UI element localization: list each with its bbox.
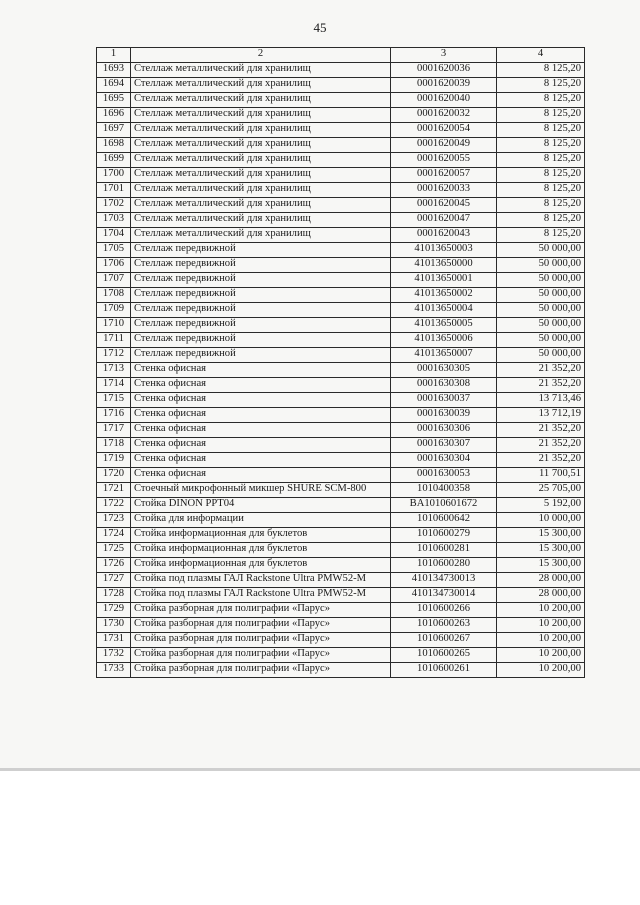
table-row bbox=[97, 453, 585, 468]
item-value: 25 705,00 bbox=[497, 483, 585, 498]
row-number: 1718 bbox=[97, 438, 131, 453]
table-row bbox=[97, 273, 585, 288]
column-header: 2 bbox=[131, 48, 391, 63]
column-header: 1 bbox=[97, 48, 131, 63]
item-name: Стеллаж металлический для хранилищ bbox=[131, 198, 391, 213]
item-name: Стеллаж металлический для хранилищ bbox=[131, 138, 391, 153]
row-number: 1694 bbox=[97, 78, 131, 93]
item-value: 15 300,00 bbox=[497, 543, 585, 558]
item-name: Стойка разборная для полиграфии «Парус» bbox=[131, 663, 391, 678]
inventory-number: 1010600267 bbox=[391, 633, 497, 648]
row-number: 1714 bbox=[97, 378, 131, 393]
row-number: 1695 bbox=[97, 93, 131, 108]
row-number: 1717 bbox=[97, 423, 131, 438]
item-value: 8 125,20 bbox=[497, 153, 585, 168]
row-number: 1723 bbox=[97, 513, 131, 528]
table-body bbox=[97, 63, 585, 678]
item-value: 50 000,00 bbox=[497, 318, 585, 333]
item-value: 8 125,20 bbox=[497, 213, 585, 228]
item-value: 8 125,20 bbox=[497, 168, 585, 183]
row-number: 1733 bbox=[97, 663, 131, 678]
table-row bbox=[97, 423, 585, 438]
table-row bbox=[97, 303, 585, 318]
item-name: Стойка информационная для буклетов bbox=[131, 543, 391, 558]
item-name: Стойка DINON PPT04 bbox=[131, 498, 391, 513]
inventory-number: 41013650004 bbox=[391, 303, 497, 318]
table-row bbox=[97, 153, 585, 168]
item-value: 10 000,00 bbox=[497, 513, 585, 528]
item-name: Стенка офисная bbox=[131, 438, 391, 453]
item-name: Стеллаж металлический для хранилищ bbox=[131, 108, 391, 123]
table-row bbox=[97, 183, 585, 198]
row-number: 1704 bbox=[97, 228, 131, 243]
inventory-number: 0001630307 bbox=[391, 438, 497, 453]
inventory-number: 0001620055 bbox=[391, 153, 497, 168]
inventory-number: 41013650002 bbox=[391, 288, 497, 303]
item-name: Стойка разборная для полиграфии «Парус» bbox=[131, 618, 391, 633]
table-row bbox=[97, 63, 585, 78]
item-name: Стеллаж передвижной bbox=[131, 333, 391, 348]
inventory-number: 1010600280 bbox=[391, 558, 497, 573]
inventory-number: 0001630306 bbox=[391, 423, 497, 438]
row-number: 1715 bbox=[97, 393, 131, 408]
table-row bbox=[97, 348, 585, 363]
row-number: 1697 bbox=[97, 123, 131, 138]
row-number: 1728 bbox=[97, 588, 131, 603]
table-row bbox=[97, 198, 585, 213]
row-number: 1727 bbox=[97, 573, 131, 588]
table-row bbox=[97, 603, 585, 618]
item-name: Стеллаж металлический для хранилищ bbox=[131, 93, 391, 108]
item-name: Стойка разборная для полиграфии «Парус» bbox=[131, 633, 391, 648]
column-header: 4 bbox=[497, 48, 585, 63]
table-row bbox=[97, 138, 585, 153]
table-row bbox=[97, 168, 585, 183]
row-number: 1716 bbox=[97, 408, 131, 423]
item-name: Стенка офисная bbox=[131, 408, 391, 423]
item-name: Стойка информационная для буклетов bbox=[131, 528, 391, 543]
item-name: Стойка информационная для буклетов bbox=[131, 558, 391, 573]
row-number: 1712 bbox=[97, 348, 131, 363]
inventory-number: 0001620047 bbox=[391, 213, 497, 228]
item-name: Стеллаж передвижной bbox=[131, 273, 391, 288]
item-value: 10 200,00 bbox=[497, 618, 585, 633]
inventory-number: 0001630305 bbox=[391, 363, 497, 378]
inventory-number: 41013650001 bbox=[391, 273, 497, 288]
table-row bbox=[97, 513, 585, 528]
row-number: 1719 bbox=[97, 453, 131, 468]
row-number: 1731 bbox=[97, 633, 131, 648]
inventory-number: 41013650007 bbox=[391, 348, 497, 363]
table-row bbox=[97, 648, 585, 663]
row-number: 1720 bbox=[97, 468, 131, 483]
inventory-number: 0001620039 bbox=[391, 78, 497, 93]
table-row bbox=[97, 378, 585, 393]
inventory-number: 0001630053 bbox=[391, 468, 497, 483]
inventory-number: 0001620043 bbox=[391, 228, 497, 243]
inventory-number: 1010400358 bbox=[391, 483, 497, 498]
item-name: Стеллаж передвижной bbox=[131, 258, 391, 273]
row-number: 1726 bbox=[97, 558, 131, 573]
item-name: Стеллаж металлический для хранилищ bbox=[131, 228, 391, 243]
item-value: 50 000,00 bbox=[497, 273, 585, 288]
row-number: 1701 bbox=[97, 183, 131, 198]
table-row bbox=[97, 258, 585, 273]
row-number: 1696 bbox=[97, 108, 131, 123]
row-number: 1700 bbox=[97, 168, 131, 183]
row-number: 1724 bbox=[97, 528, 131, 543]
inventory-number: 0001620057 bbox=[391, 168, 497, 183]
row-number: 1730 bbox=[97, 618, 131, 633]
item-value: 28 000,00 bbox=[497, 573, 585, 588]
row-number: 1708 bbox=[97, 288, 131, 303]
item-value: 11 700,51 bbox=[497, 468, 585, 483]
row-number: 1732 bbox=[97, 648, 131, 663]
item-name: Стенка офисная bbox=[131, 453, 391, 468]
inventory-number: 0001620040 bbox=[391, 93, 497, 108]
inventory-number: 1010600642 bbox=[391, 513, 497, 528]
item-value: 21 352,20 bbox=[497, 363, 585, 378]
item-value: 8 125,20 bbox=[497, 138, 585, 153]
inventory-number: 41013650006 bbox=[391, 333, 497, 348]
item-value: 10 200,00 bbox=[497, 603, 585, 618]
inventory-number: 0001620054 bbox=[391, 123, 497, 138]
item-name: Стойка для информации bbox=[131, 513, 391, 528]
item-value: 21 352,20 bbox=[497, 423, 585, 438]
item-value: 10 200,00 bbox=[497, 633, 585, 648]
item-value: 8 125,20 bbox=[497, 183, 585, 198]
item-value: 50 000,00 bbox=[497, 333, 585, 348]
item-value: 50 000,00 bbox=[497, 348, 585, 363]
table-row bbox=[97, 543, 585, 558]
item-name: Стойка под плазмы ГАЛ Rackstone Ultra PMW52-M bbox=[131, 588, 391, 603]
row-number: 1699 bbox=[97, 153, 131, 168]
item-name: Стеллаж передвижной bbox=[131, 348, 391, 363]
inventory-number: 0001630308 bbox=[391, 378, 497, 393]
item-value: 13 713,46 bbox=[497, 393, 585, 408]
table-row bbox=[97, 573, 585, 588]
item-value: 50 000,00 bbox=[497, 243, 585, 258]
item-name: Стеллаж металлический для хранилищ bbox=[131, 213, 391, 228]
item-name: Стеллаж передвижной bbox=[131, 243, 391, 258]
inventory-number: 0001620045 bbox=[391, 198, 497, 213]
item-value: 50 000,00 bbox=[497, 288, 585, 303]
table-row bbox=[97, 468, 585, 483]
item-name: Стеллаж металлический для хранилищ bbox=[131, 78, 391, 93]
item-value: 21 352,20 bbox=[497, 453, 585, 468]
inventory-number: 410134730013 bbox=[391, 573, 497, 588]
row-number: 1725 bbox=[97, 543, 131, 558]
item-value: 13 712,19 bbox=[497, 408, 585, 423]
item-name: Стоечный микрофонный микшер SHURE SCM-800 bbox=[131, 483, 391, 498]
table-row bbox=[97, 483, 585, 498]
item-value: 50 000,00 bbox=[497, 258, 585, 273]
row-number: 1722 bbox=[97, 498, 131, 513]
item-value: 8 125,20 bbox=[497, 228, 585, 243]
item-name: Стеллаж передвижной bbox=[131, 303, 391, 318]
item-value: 8 125,20 bbox=[497, 198, 585, 213]
inventory-number: 1010600266 bbox=[391, 603, 497, 618]
column-header: 3 bbox=[391, 48, 497, 63]
row-number: 1703 bbox=[97, 213, 131, 228]
inventory-number: 41013650000 bbox=[391, 258, 497, 273]
table-row bbox=[97, 438, 585, 453]
item-value: 8 125,20 bbox=[497, 108, 585, 123]
item-value: 8 125,20 bbox=[497, 78, 585, 93]
row-number: 1706 bbox=[97, 258, 131, 273]
item-name: Стеллаж передвижной bbox=[131, 318, 391, 333]
inventory-number: 1010600265 bbox=[391, 648, 497, 663]
item-value: 8 125,20 bbox=[497, 123, 585, 138]
item-name: Стеллаж металлический для хранилищ bbox=[131, 168, 391, 183]
item-name: Стеллаж передвижной bbox=[131, 288, 391, 303]
table-row bbox=[97, 318, 585, 333]
row-number: 1693 bbox=[97, 63, 131, 78]
item-value: 8 125,20 bbox=[497, 93, 585, 108]
item-name: Стеллаж металлический для хранилищ bbox=[131, 153, 391, 168]
row-number: 1721 bbox=[97, 483, 131, 498]
item-value: 15 300,00 bbox=[497, 558, 585, 573]
table-row bbox=[97, 108, 585, 123]
inventory-number: 0001630304 bbox=[391, 453, 497, 468]
row-number: 1702 bbox=[97, 198, 131, 213]
item-name: Стеллаж металлический для хранилищ bbox=[131, 63, 391, 78]
inventory-number: 1010600261 bbox=[391, 663, 497, 678]
table-row bbox=[97, 213, 585, 228]
item-value: 50 000,00 bbox=[497, 303, 585, 318]
inventory-number: 1010600263 bbox=[391, 618, 497, 633]
table-row bbox=[97, 363, 585, 378]
inventory-number: 0001620033 bbox=[391, 183, 497, 198]
inventory-number: 1010600281 bbox=[391, 543, 497, 558]
table-row bbox=[97, 528, 585, 543]
item-name: Стеллаж металлический для хранилищ bbox=[131, 123, 391, 138]
item-name: Стойка разборная для полиграфии «Парус» bbox=[131, 648, 391, 663]
table-row bbox=[97, 243, 585, 258]
item-value: 10 200,00 bbox=[497, 648, 585, 663]
inventory-number: 1010600279 bbox=[391, 528, 497, 543]
inventory-number: 41013650005 bbox=[391, 318, 497, 333]
row-number: 1713 bbox=[97, 363, 131, 378]
inventory-number: 0001630037 bbox=[391, 393, 497, 408]
table-row bbox=[97, 228, 585, 243]
item-name: Стеллаж металлический для хранилищ bbox=[131, 183, 391, 198]
row-number: 1711 bbox=[97, 333, 131, 348]
row-number: 1709 bbox=[97, 303, 131, 318]
item-value: 21 352,20 bbox=[497, 378, 585, 393]
row-number: 1707 bbox=[97, 273, 131, 288]
row-number: 1710 bbox=[97, 318, 131, 333]
table-row bbox=[97, 663, 585, 678]
inventory-number: BA1010601672 bbox=[391, 498, 497, 513]
item-name: Стенка офисная bbox=[131, 468, 391, 483]
inventory-number: 0001620036 bbox=[391, 63, 497, 78]
item-name: Стойка под плазмы ГАЛ Rackstone Ultra PMW52-M bbox=[131, 573, 391, 588]
item-name: Стенка офисная bbox=[131, 423, 391, 438]
inventory-number: 410134730014 bbox=[391, 588, 497, 603]
table-row bbox=[97, 288, 585, 303]
table-row bbox=[97, 123, 585, 138]
item-value: 21 352,20 bbox=[497, 438, 585, 453]
row-number: 1729 bbox=[97, 603, 131, 618]
inventory-number: 0001630039 bbox=[391, 408, 497, 423]
row-number: 1705 bbox=[97, 243, 131, 258]
item-value: 10 200,00 bbox=[497, 663, 585, 678]
table-row bbox=[97, 633, 585, 648]
item-value: 8 125,20 bbox=[497, 63, 585, 78]
item-value: 15 300,00 bbox=[497, 528, 585, 543]
table-row bbox=[97, 408, 585, 423]
table-row bbox=[97, 558, 585, 573]
page-number: 45 bbox=[313, 20, 327, 35]
table-header-row bbox=[97, 48, 585, 63]
item-value: 5 192,00 bbox=[497, 498, 585, 513]
inventory-table bbox=[96, 47, 585, 678]
item-name: Стойка разборная для полиграфии «Парус» bbox=[131, 603, 391, 618]
table-row bbox=[97, 78, 585, 93]
table-row bbox=[97, 393, 585, 408]
table-row bbox=[97, 333, 585, 348]
table-row bbox=[97, 618, 585, 633]
item-name: Стенка офисная bbox=[131, 393, 391, 408]
inventory-number: 0001620049 bbox=[391, 138, 497, 153]
inventory-number: 41013650003 bbox=[391, 243, 497, 258]
item-name: Стенка офисная bbox=[131, 363, 391, 378]
table-row bbox=[97, 498, 585, 513]
table-row bbox=[97, 93, 585, 108]
item-value: 28 000,00 bbox=[497, 588, 585, 603]
inventory-number: 0001620032 bbox=[391, 108, 497, 123]
table-row bbox=[97, 588, 585, 603]
item-name: Стенка офисная bbox=[131, 378, 391, 393]
row-number: 1698 bbox=[97, 138, 131, 153]
